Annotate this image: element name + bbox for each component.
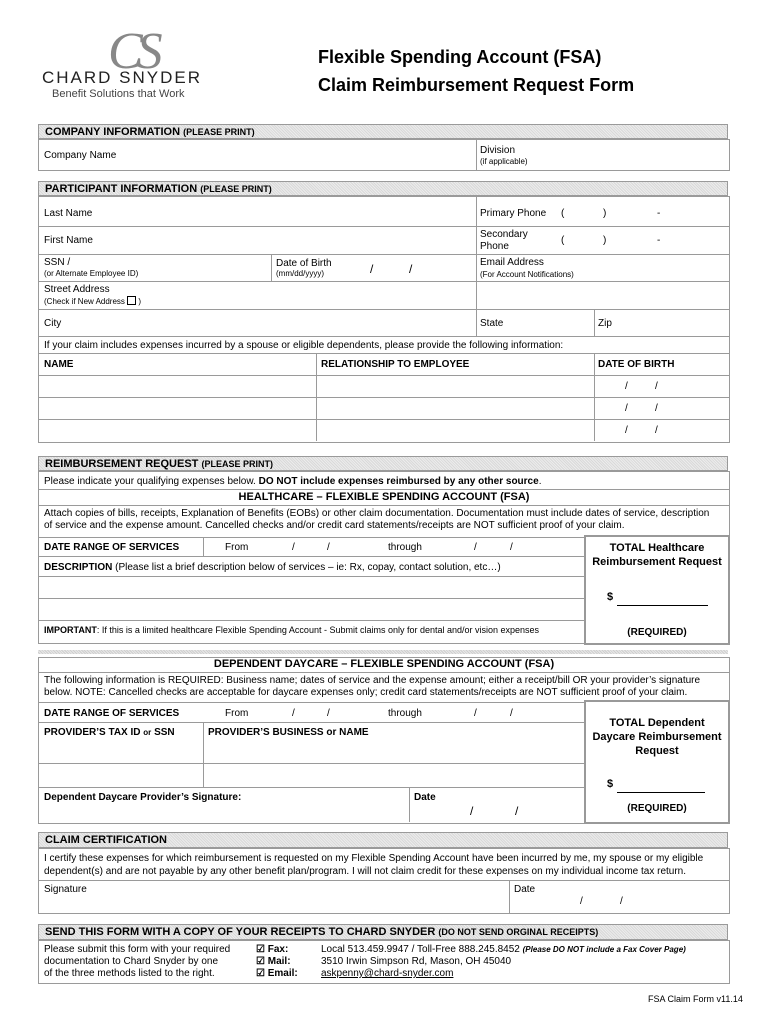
primary-phone-field[interactable]: Primary Phone — [480, 208, 547, 219]
company-tagline: Benefit Solutions that Work — [52, 88, 185, 100]
participant-date-slash: / — [620, 896, 623, 907]
ssn-field[interactable]: SSN / — [44, 257, 71, 268]
healthcare-through-slash: / — [474, 542, 477, 553]
healthcare-dollar-sign: $ — [607, 591, 614, 603]
send-instructions-line2: documentation to Chard Snyder by one — [44, 956, 218, 967]
email-method: ☑ Email: — [256, 968, 298, 979]
primary-phone-paren-open: ( — [561, 208, 565, 219]
ssn-note: (or Alternate Employee ID) — [44, 269, 139, 278]
daycare-fsa-header: DEPENDENT DAYCARE – FLEXIBLE SPENDING ACCOUNT (FSA) — [213, 658, 555, 670]
new-address-note: (Check if New Address ) — [44, 297, 142, 306]
secondary-phone-paren-open: ( — [561, 235, 565, 246]
email-address-link[interactable]: askpenny@chard-snyder.com — [321, 968, 454, 979]
participant-signature-field[interactable]: Signature — [44, 884, 87, 895]
healthcare-from-slash: / — [327, 542, 330, 553]
healthcare-attach-line2: of service and the expense amount. Cancelled checks and/or credit card statements/receipts are NOT sufficient proof of your claim. — [44, 520, 625, 531]
healthcare-date-range-label: DATE RANGE OF SERVICES — [44, 542, 180, 553]
daycare-total-label-1: TOTAL Dependent — [609, 717, 705, 729]
company-logo-mark: CS — [108, 23, 157, 80]
healthcare-from-field[interactable]: From — [225, 542, 249, 553]
dependent-dob-slash: / — [625, 403, 628, 414]
participant-info-header: PARTICIPANT INFORMATION (PLEASE PRINT) — [38, 181, 728, 196]
dob-note: (mm/dd/yyyy) — [276, 269, 324, 278]
healthcare-from-slash: / — [292, 542, 295, 553]
provider-date-slash: / — [470, 804, 474, 818]
daycare-total-label-3: Request — [635, 745, 679, 757]
provider-signature-field[interactable]: Dependent Daycare Provider’s Signature: — [44, 792, 242, 803]
form-title-line2: Claim Reimbursement Request Form — [318, 75, 635, 95]
col-relationship-header: RELATIONSHIP TO EMPLOYEE — [321, 359, 470, 370]
daycare-through-field[interactable]: through — [388, 708, 422, 719]
provider-date-field[interactable]: Date — [414, 792, 436, 803]
email-field[interactable]: Email Address — [480, 257, 544, 268]
healthcare-fsa-header: HEALTHCARE – FLEXIBLE SPENDING ACCOUNT (FSA) — [238, 491, 530, 503]
indicate-expenses-text: Please indicate your qualifying expenses below. DO NOT include expenses reimbursed by any other source. — [44, 476, 542, 487]
daycare-through-slash: / — [474, 708, 477, 719]
first-name-field[interactable]: First Name — [44, 235, 93, 246]
city-field[interactable]: City — [44, 318, 62, 329]
daycare-info-line1: The following information is REQUIRED: Business name; dates of service and the expense amount; either a receipt/bill OR your provider’s signature — [44, 675, 701, 686]
dependent-dob-slash: / — [625, 381, 628, 392]
mail-address: 3510 Irwin Simpson Rd, Mason, OH 45040 — [321, 956, 512, 967]
mail-method: ☑ Mail: — [256, 956, 291, 967]
col-name-header: NAME — [44, 359, 74, 370]
primary-phone-dash: - — [657, 208, 661, 219]
certification-text-line1: I certify these expenses for which reimbursement is requested on my Flexible Spending Account have been incurred by me, my spouse or my eligible — [44, 853, 704, 864]
participant-date-slash: / — [580, 896, 583, 907]
dob-slash-2: / — [409, 262, 413, 276]
division-note: (if applicable) — [480, 157, 528, 166]
daycare-info-line2: below. NOTE: Cancelled checks are acceptable for daycare expenses only; credit card statements/receipts are NOT sufficient proof of your claim. — [44, 687, 688, 698]
send-instructions-line1: Please submit this form with your required — [44, 944, 231, 955]
claim-certification-header: CLAIM CERTIFICATION — [38, 832, 728, 848]
healthcare-total-label-2: Reimbursement Request — [592, 556, 722, 568]
dob-field[interactable]: Date of Birth — [276, 258, 332, 269]
company-info-header: COMPANY INFORMATION (PLEASE PRINT) — [38, 124, 728, 139]
send-form-header: SEND THIS FORM WITH A COPY OF YOUR RECEIPTS TO CHARD SNYDER (DO NOT SEND ORGINAL RECEIPTS) — [38, 924, 728, 940]
street-address-field[interactable]: Street Address — [44, 284, 110, 295]
dependent-dob-slash: / — [625, 425, 628, 436]
daycare-date-range-label: DATE RANGE OF SERVICES — [44, 708, 180, 719]
daycare-through-slash: / — [510, 708, 513, 719]
healthcare-important-note: IMPORTANT: If this is a limited healthcare Flexible Spending Account - Submit claims only for dental and/or vision expenses — [44, 625, 540, 635]
state-field[interactable]: State — [480, 318, 504, 329]
last-name-field[interactable]: Last Name — [44, 208, 93, 219]
healthcare-description-field[interactable]: DESCRIPTION (Please list a brief description below of services – ie: Rx, copay, contact solution, etc…) — [44, 562, 501, 573]
secondary-phone-dash: - — [657, 235, 661, 246]
mail-checkbox-icon: ☑ — [256, 956, 265, 967]
provider-date-slash: / — [515, 804, 519, 818]
secondary-phone-label-1: Secondary — [480, 229, 528, 240]
provider-tax-id-field[interactable]: PROVIDER’S TAX ID or SSN — [44, 727, 175, 738]
dependent-dob-slash: / — [655, 425, 658, 436]
healthcare-required-label: (REQUIRED) — [627, 627, 687, 638]
provider-business-field[interactable]: PROVIDER’S BUSINESS or NAME — [208, 727, 369, 738]
reimbursement-header: REIMBURSEMENT REQUEST (PLEASE PRINT) — [38, 456, 728, 471]
daycare-from-slash: / — [292, 708, 295, 719]
new-address-checkbox[interactable] — [127, 296, 136, 305]
daycare-total-label-2: Daycare Reimbursement — [592, 731, 722, 743]
healthcare-through-field[interactable]: through — [388, 542, 422, 553]
fax-checkbox-icon: ☑ — [256, 944, 265, 955]
healthcare-through-slash: / — [510, 542, 513, 553]
secondary-phone-paren-close: ) — [603, 235, 607, 246]
col-dob-header: DATE OF BIRTH — [598, 359, 675, 370]
dob-slash-1: / — [370, 262, 374, 276]
dependent-dob-slash: / — [655, 403, 658, 414]
send-instructions-line3: of the three methods listed to the right. — [44, 968, 215, 979]
healthcare-total-label-1: TOTAL Healthcare — [609, 542, 705, 554]
certification-text-line2: dependent(s) and are not payable by any other benefit plan/program. I will not claim credit for these expenses on my individual income tax return. — [44, 866, 687, 877]
email-checkbox-icon: ☑ — [256, 968, 265, 979]
form-version: FSA Claim Form v11.14 — [648, 994, 743, 1004]
company-logo-name: CHARD SNYDER — [42, 68, 203, 87]
division-label: Division — [480, 145, 516, 156]
secondary-phone-label-2[interactable]: Phone — [480, 241, 509, 252]
fax-method: ☑ Fax: — [256, 944, 289, 955]
daycare-from-field[interactable]: From — [225, 708, 249, 719]
primary-phone-paren-close: ) — [603, 208, 607, 219]
daycare-from-slash: / — [327, 708, 330, 719]
company-info-section — [38, 139, 730, 171]
participant-date-field[interactable]: Date — [514, 884, 536, 895]
form-title-line1: Flexible Spending Account (FSA) — [318, 47, 602, 67]
company-name-field[interactable]: Company Name — [44, 150, 117, 161]
zip-field[interactable]: Zip — [598, 318, 612, 329]
fax-number[interactable]: Local 513.459.9947 / Toll-Free 888.245.8452 (Please DO NOT include a Fax Cover Page) — [321, 944, 686, 955]
dependent-dob-slash: / — [655, 381, 658, 392]
email-note: (For Account Notifications) — [480, 270, 574, 279]
daycare-required-label: (REQUIRED) — [627, 803, 687, 814]
daycare-dollar-sign: $ — [607, 778, 614, 790]
dependents-intro: If your claim includes expenses incurred by a spouse or eligible dependents, please provide the following information: — [44, 340, 564, 351]
healthcare-attach-line1: Attach copies of bills, receipts, Explanation of Benefits (EOBs) or other claim documentation. Documentation must include dates of service, description — [44, 508, 710, 519]
